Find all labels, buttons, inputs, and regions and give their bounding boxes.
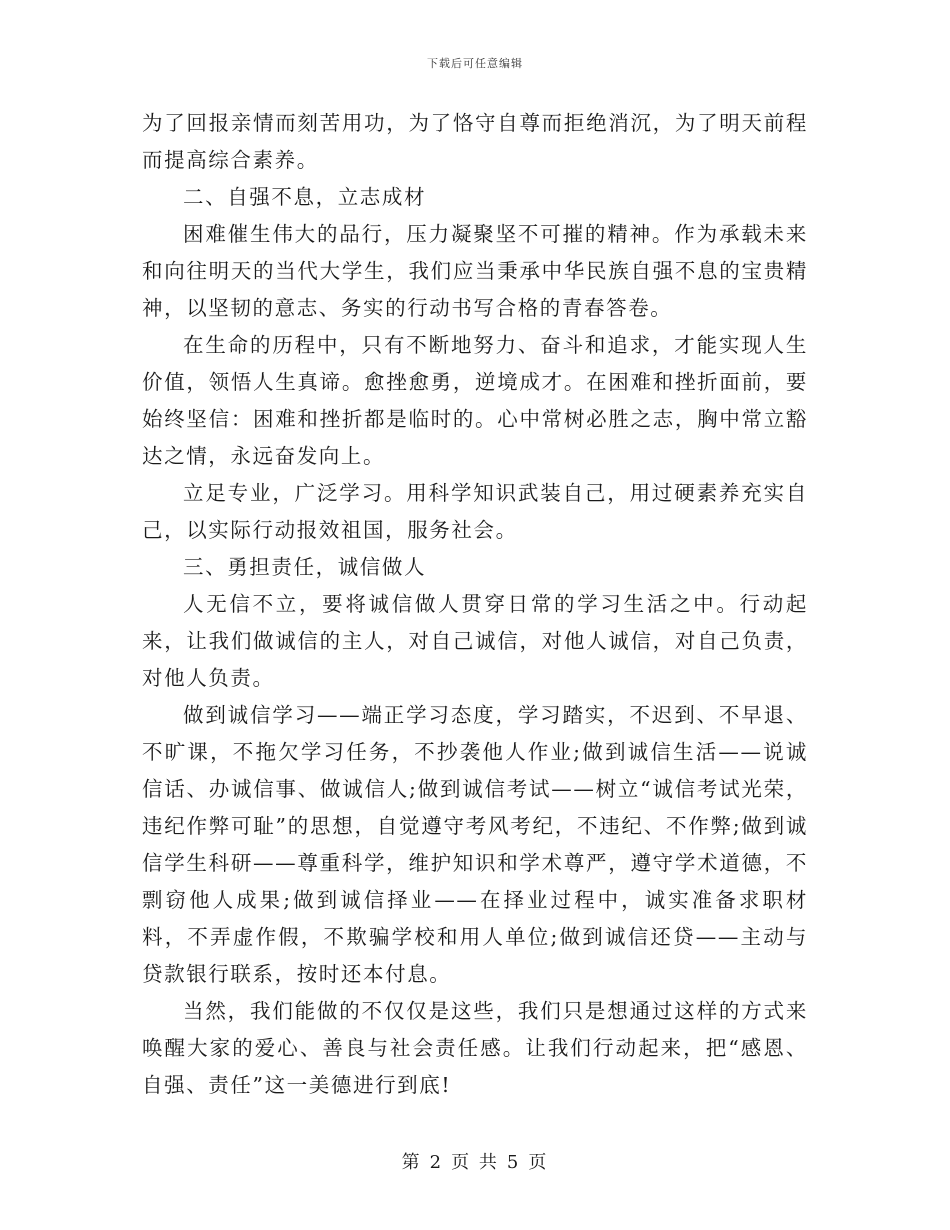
paragraph: 困难催生伟大的品行，压力凝聚坚不可摧的精神。作为承载未来和向往明天的当代大学生，我们应当秉承中华民族自强不息的宝贵精神，以坚韧的意志、务实的行动书写合格的青春答卷。 <box>142 222 808 320</box>
total-pages-number: 5 <box>506 1152 521 1173</box>
document-body <box>142 105 808 1104</box>
paragraph-continuation: 为了回报亲情而刻苦用功，为了恪守自尊而拒绝消沉，为了明天前程而提高综合素养。 <box>142 111 808 172</box>
page-middle: 页 共 <box>451 1152 499 1173</box>
current-page-number: 2 <box>429 1152 444 1173</box>
paragraph: 立足专业，广泛学习。用科学知识武装自己，用过硬素养充实自己，以实际行动报效祖国，服务社会。 <box>142 481 808 542</box>
paragraph: 人无信不立，要将诚信做人贯穿日常的学习生活之中。行动起来，让我们做诚信的主人，对自己诚信，对他人诚信，对自己负责，对他人负责。 <box>142 592 808 690</box>
paragraph-closing: 当然，我们能做的不仅仅是这些，我们只是想通过这样的方式来唤醒大家的爱心、善良与社会责任感。让我们行动起来，把“感恩、自强、责任”这一美德进行到底! <box>142 999 808 1097</box>
paragraph: 在生命的历程中，只有不断地努力、奋斗和追求，才能实现人生价值，领悟人生真谛。愈挫愈勇，逆境成才。在困难和挫折面前，要始终坚信：困难和挫折都是临时的。心中常树必胜之志，胸中常立豁达之情，永远奋发向上。 <box>142 333 808 468</box>
page-suffix: 页 <box>528 1152 549 1173</box>
header-note: 下载后可任意编辑 <box>427 57 523 70</box>
page-number-footer <box>0 1148 950 1174</box>
paragraph: 做到诚信学习——端正学习态度，学习踏实，不迟到、不早退、不旷课，不拖欠学习任务，不抄袭他人作业;做到诚信生活——说诚信话、办诚信事、做诚信人;做到诚信考试——树立“诚信考试光荣，违纪作弊可耻”的思想，自觉遵守考风考纪，不违纪、不作弊;做到诚信学生科研——尊重科学，维护知识和学术尊严，遵守学术道德，不剽窃他人成果;做到诚信择业——在择业过程中，诚实准备求职材料，不弄虚作假，不欺骗学校和用人单位;做到诚信还贷——主动与贷款银行联系，按时还本付息。 <box>142 703 808 986</box>
page-prefix: 第 <box>401 1152 422 1173</box>
section-heading-3: 三、勇担责任，诚信做人 <box>183 555 427 579</box>
section-heading-2: 二、自强不息，立志成材 <box>183 185 427 209</box>
